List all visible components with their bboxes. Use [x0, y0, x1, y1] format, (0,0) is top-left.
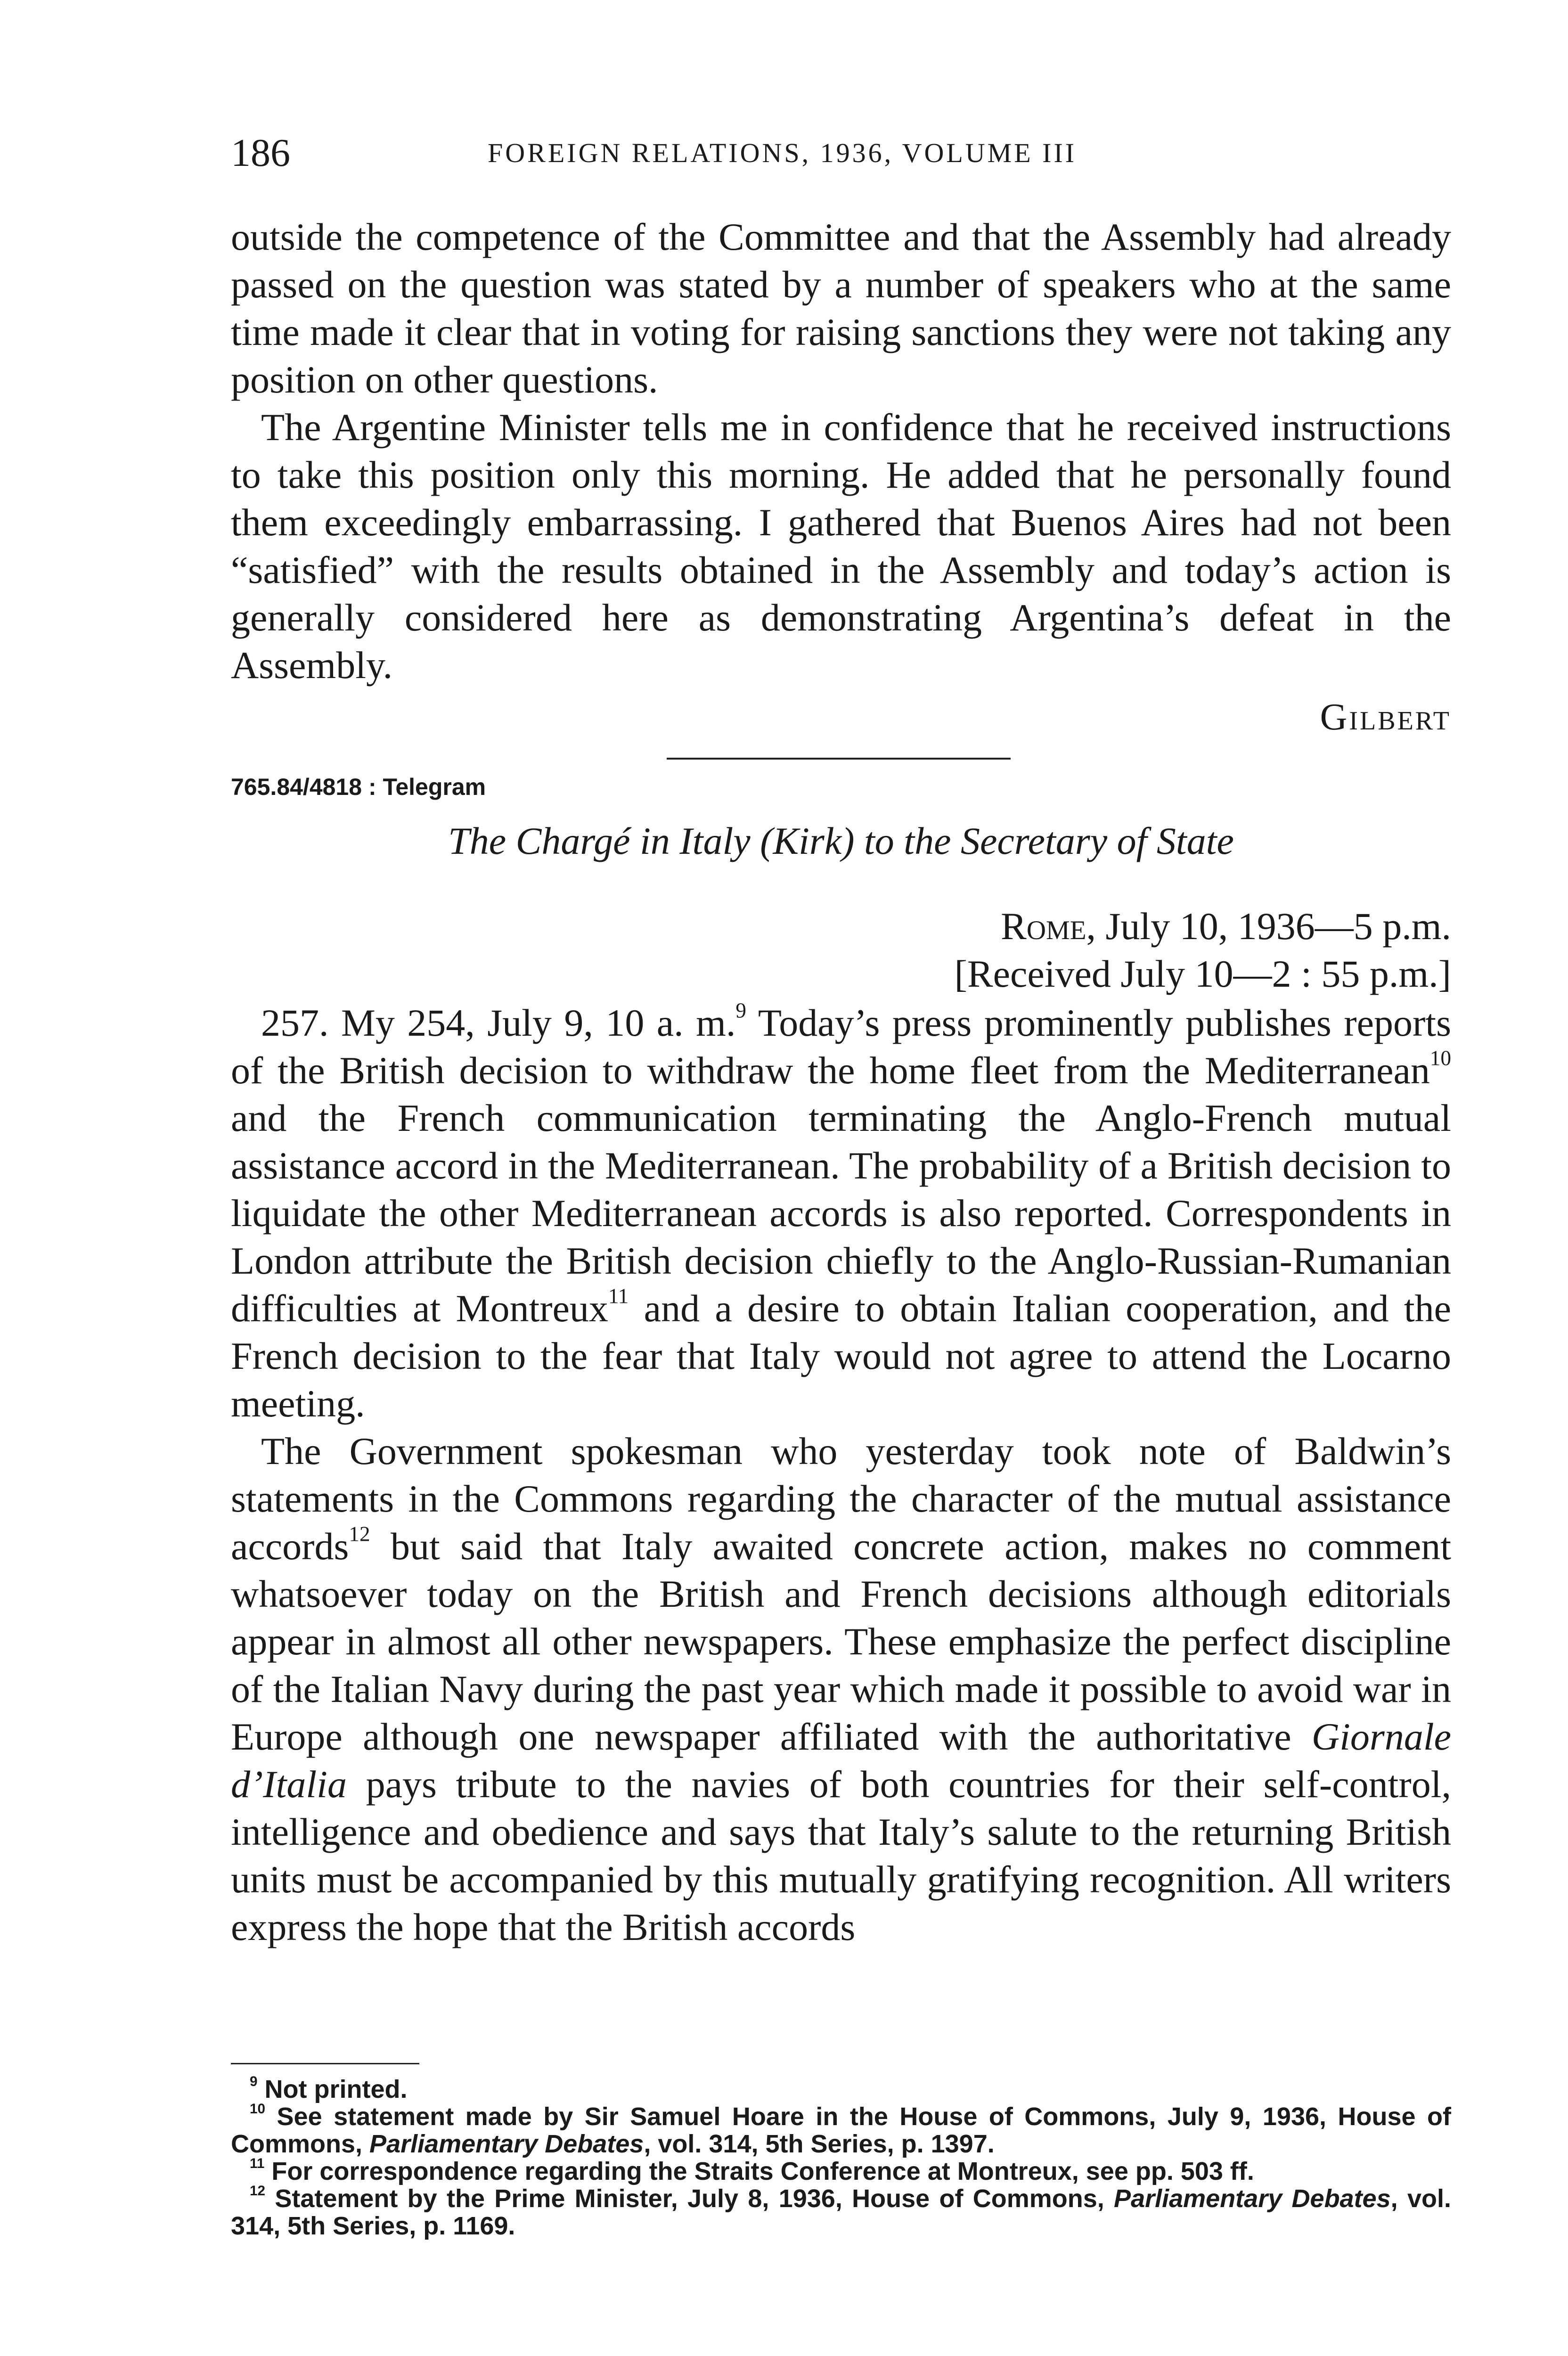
footnote-ref: 12 [349, 1522, 370, 1546]
footnote-rule [231, 2063, 419, 2064]
newspaper-title: Giornale d’Italia [231, 1715, 1451, 1806]
running-head-title: FOREIGN RELATIONS, 1936, VOLUME III [488, 138, 1077, 168]
footnote: $^{12}$ Statement by the Prime Minister, July 8, 1936, House of Commons, Parliamentary Debates, vol. 314, 5th Series, p. 1169. [231, 2183, 1451, 2240]
telegram-paragraph-1: 257. My 254, July 9, 10 a. m.$^9$ Today’s press prominently publishes reports of the British decision to withdraw the home fleet from the Mediterranean$^{10}$ and the French communication terminating the Anglo-French mutual assistance accord in the Mediterranean. The probability of a British decision to liquidate the other Mediterranean accords is also reported. Correspondents in London attribute the British decision chiefly to the Anglo-Russian-Rumanian difficulties at Montreux$^{11}$ and a desire to obtain Italian cooperation, and the French decision to the fear that Italy would not agree to attend the Locarno meeting. [231, 998, 1452, 1425]
telegram-paragraph-2: The Government spokesman who yesterday took note of Baldwin’s statements in the Commons regarding the character of the mutual assistance accords$^{12}$ but said that Italy awaited concrete action, makes no comment whatsoever today on the British and French decisions although editorials appear in almost all other newspapers. These emphasize the perfect discipline of the Italian Navy during the past year which made it possible to avoid war in Europe although one newspaper affiliated with the authoritative Giornale d’Italia pays tribute to the navies of both countries for their self-control, intelligence and obedience and says that Italy’s salute to the returning British units must be accompanied by this mutually gratifying recognition. All writers express the hope that the British accords [231, 1430, 1452, 1948]
footnote: $^9$ Not printed. [250, 2073, 408, 2103]
running-head [231, 125, 1451, 181]
footnote: $^{10}$ See statement made by Sir Samuel Hoare in the House of Commons, July 9, 1936, House of Commons, Parliamentary Debates, vol. 314, 5th Series, p. 1397. [231, 2101, 1451, 2158]
dateline-place: Rome, [1001, 905, 1096, 948]
received-line: [Received July 10—2 : 55 p.m.] [954, 952, 1451, 995]
continuation-paragraph-2: The Argentine Minister tells me in confidence that he received instructions to take this position only this morning. He added that he personally found them exceedingly embarrassing. I gathered that Buenos Aires had not been “satisfied” with the results obtained in the Assembly and today’s action is generally considered here as demonstrating Argentina’s defeat in the Assembly. [231, 406, 1451, 687]
signature: Gilbert [1320, 696, 1451, 738]
document-separator [667, 758, 1011, 760]
telegram-body [231, 999, 1451, 1951]
footnote-ref: 9 [735, 998, 746, 1023]
document-heading: The Chargé in Italy (Kirk) to the Secretary of State [448, 819, 1234, 862]
footnote-ref: 10 [1429, 1046, 1451, 1070]
page-number: 186 [231, 131, 290, 175]
footnote: $^{11}$ For correspondence regarding the Straits Conference at Montreux, see pp. 503 ff. [250, 2155, 1254, 2185]
file-number: 765.84/4818 : Telegram [231, 774, 486, 800]
continuation-block [231, 213, 1451, 741]
dateline [231, 902, 1451, 950]
footnote-ref: 11 [608, 1284, 629, 1308]
continuation-paragraph: outside the competence of the Committee and that the Assembly had already passed on the question was stated by a number of speakers who at the same time made it clear that in voting for raising sanctions they were not taking any position on other questions. [231, 215, 1451, 401]
footnotes [231, 2073, 1451, 2240]
dateline-date: July 10, 1936—5 p.m. [1105, 905, 1451, 948]
